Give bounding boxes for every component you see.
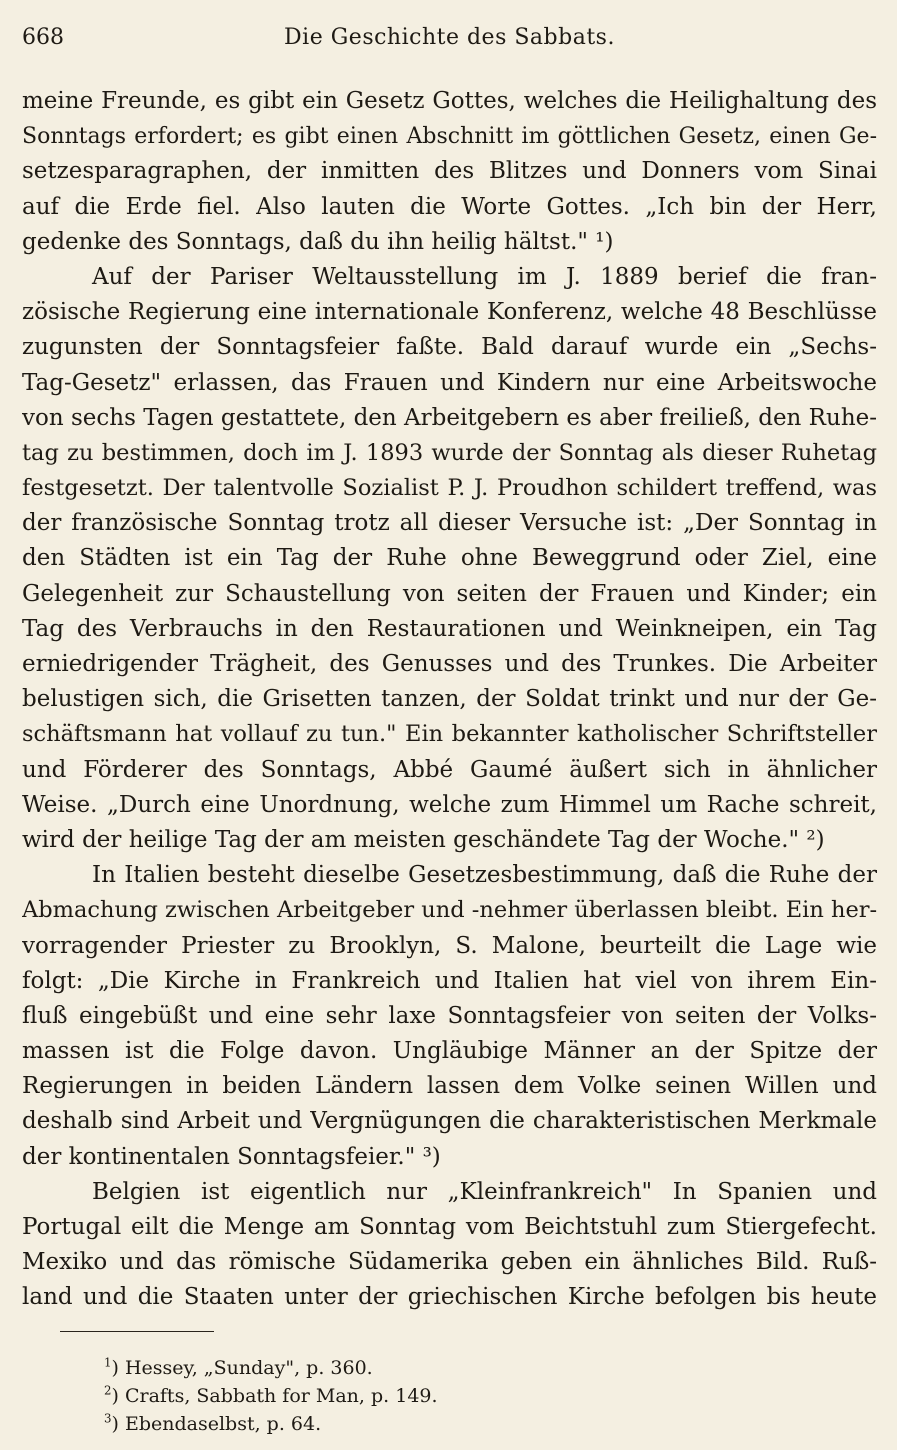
footnote-paren: ) — [111, 1385, 125, 1407]
footnotes — [104, 1354, 438, 1438]
text-line: Regierungen in beiden Ländern lassen dem Volke seinen Willen und — [22, 1073, 877, 1100]
text-line: schäftsmann hat vollauf zu tun." Ein bekannter katholischer Schriftsteller — [22, 721, 877, 748]
text-line: meine Freunde, es gibt ein Gesetz Gottes, welches die Heilighaltung des — [22, 88, 877, 114]
text-line: vorragender Priester zu Brooklyn, S. Malone, beurteilt die Lage wie — [22, 932, 877, 959]
text-line: In Italien besteht dieselbe Gesetzesbestimmung, daß die Ruhe der — [92, 862, 877, 889]
text-line: der französische Sonntag trotz all dieser Versuche ist: „Der Sonntag in — [22, 510, 877, 537]
text-line: deshalb sind Arbeit und Vergnügungen die charakteristischen Merkmale — [22, 1108, 877, 1135]
footnote-mark: 1 — [104, 1355, 112, 1370]
text-line: den Städten ist ein Tag der Ruhe ohne Beweggrund oder Ziel, eine — [22, 545, 877, 572]
footnote-mark: 3 — [104, 1411, 112, 1426]
text-line: gedenke des Sonntags, daß du ihn heilig hältst." ¹) — [22, 228, 614, 255]
footnote — [104, 1354, 438, 1382]
text-line: Tag-Gesetz" erlassen, das Frauen und Kindern nur eine Arbeitswoche — [22, 369, 877, 396]
text-line: Belgien ist eigentlich nur „Kleinfrankreich" In Spanien und — [92, 1178, 877, 1205]
footnote-text: Crafts, Sabbath for Man, p. 149. — [124, 1385, 438, 1407]
text-line: Portugal eilt die Menge am Sonntag vom Beichtstuhl zum Stiergefecht. — [22, 1214, 877, 1240]
text-line: belustigen sich, die Grisetten tanzen, der Soldat trinkt und nur der Ge- — [22, 686, 877, 713]
text-line: der kontinentalen Sonntagsfeier." ³) — [22, 1143, 441, 1170]
page-number: 668 — [22, 25, 64, 50]
text-line: tag zu bestimmen, doch im J. 1893 wurde der Sonntag als dieser Ruhetag — [22, 439, 877, 466]
footnote-paren: ) — [111, 1357, 125, 1379]
text-line: land und die Staaten unter der griechischen Kirche befolgen bis heute — [22, 1284, 877, 1311]
text-line: und Förderer des Sonntags, Abbé Gaumé äußert sich in ähnlicher — [22, 756, 877, 783]
text-line: auf die Erde fiel. Also lauten die Worte Gottes. „Ich bin der Herr, — [22, 193, 877, 220]
footnote-text: Hessey, „Sunday", p. 360. — [124, 1357, 373, 1379]
text-line: Sonntags erfordert; es gibt einen Abschnitt im göttlichen Gesetz, einen Ge- — [22, 124, 877, 150]
text-line: wird der heilige Tag der am meisten geschändete Tag der Woche." ²) — [22, 826, 825, 853]
text-line: von sechs Tagen gestattete, den Arbeitgebern es aber freiließ, den Ruhe- — [22, 404, 877, 431]
text-line: Mexiko und das römische Südamerika geben ein ähnliches Bild. Ruß- — [22, 1249, 877, 1276]
text-line: massen ist die Folge davon. Ungläubige Männer an der Spitze der — [22, 1038, 877, 1065]
footnote — [104, 1382, 438, 1410]
text-line: zugunsten der Sonntagsfeier faßte. Bald darauf wurde ein „Sechs- — [22, 334, 877, 361]
text-line: zösische Regierung eine internationale Konferenz, welche 48 Beschlüsse — [22, 299, 877, 326]
text-line: Auf der Pariser Weltausstellung im J. 1889 berief die fran- — [92, 263, 877, 290]
text-line: festgesetzt. Der talentvolle Sozialist P. J. Proudhon schildert treffend, was — [22, 475, 877, 502]
footnote-rule — [60, 1331, 214, 1332]
text-line: erniedrigender Trägheit, des Genusses und des Trunkes. Die Arbeiter — [22, 651, 877, 677]
text-line: Tag des Verbrauchs in den Restaurationen und Weinkneipen, ein Tag — [22, 615, 877, 642]
body-text — [22, 84, 877, 1316]
text-line: folgt: „Die Kirche in Frankreich und Italien hat viel von ihrem Ein- — [22, 967, 877, 994]
footnote-mark: 2 — [104, 1383, 112, 1398]
text-line: fluß eingebüßt und eine sehr laxe Sonntagsfeier von seiten der Volks- — [22, 1002, 877, 1029]
text-line: Gelegenheit zur Schaustellung von seiten der Frauen und Kinder; ein — [22, 580, 877, 607]
running-title: Die Geschichte des Sabbats. — [284, 25, 615, 50]
text-line: setzesparagraphen, der inmitten des Blitzes und Donners vom Sinai — [22, 158, 877, 185]
footnote — [104, 1410, 438, 1438]
text-line: Weise. „Durch eine Unordnung, welche zum Himmel um Rache schreit, — [22, 791, 877, 818]
footnote-text: Ebendaselbst, p. 64. — [124, 1413, 322, 1435]
page-header — [22, 20, 877, 56]
text-line: Abmachung zwischen Arbeitgeber und -nehmer überlassen bleibt. Ein her- — [22, 897, 877, 924]
footnote-paren: ) — [111, 1413, 125, 1435]
